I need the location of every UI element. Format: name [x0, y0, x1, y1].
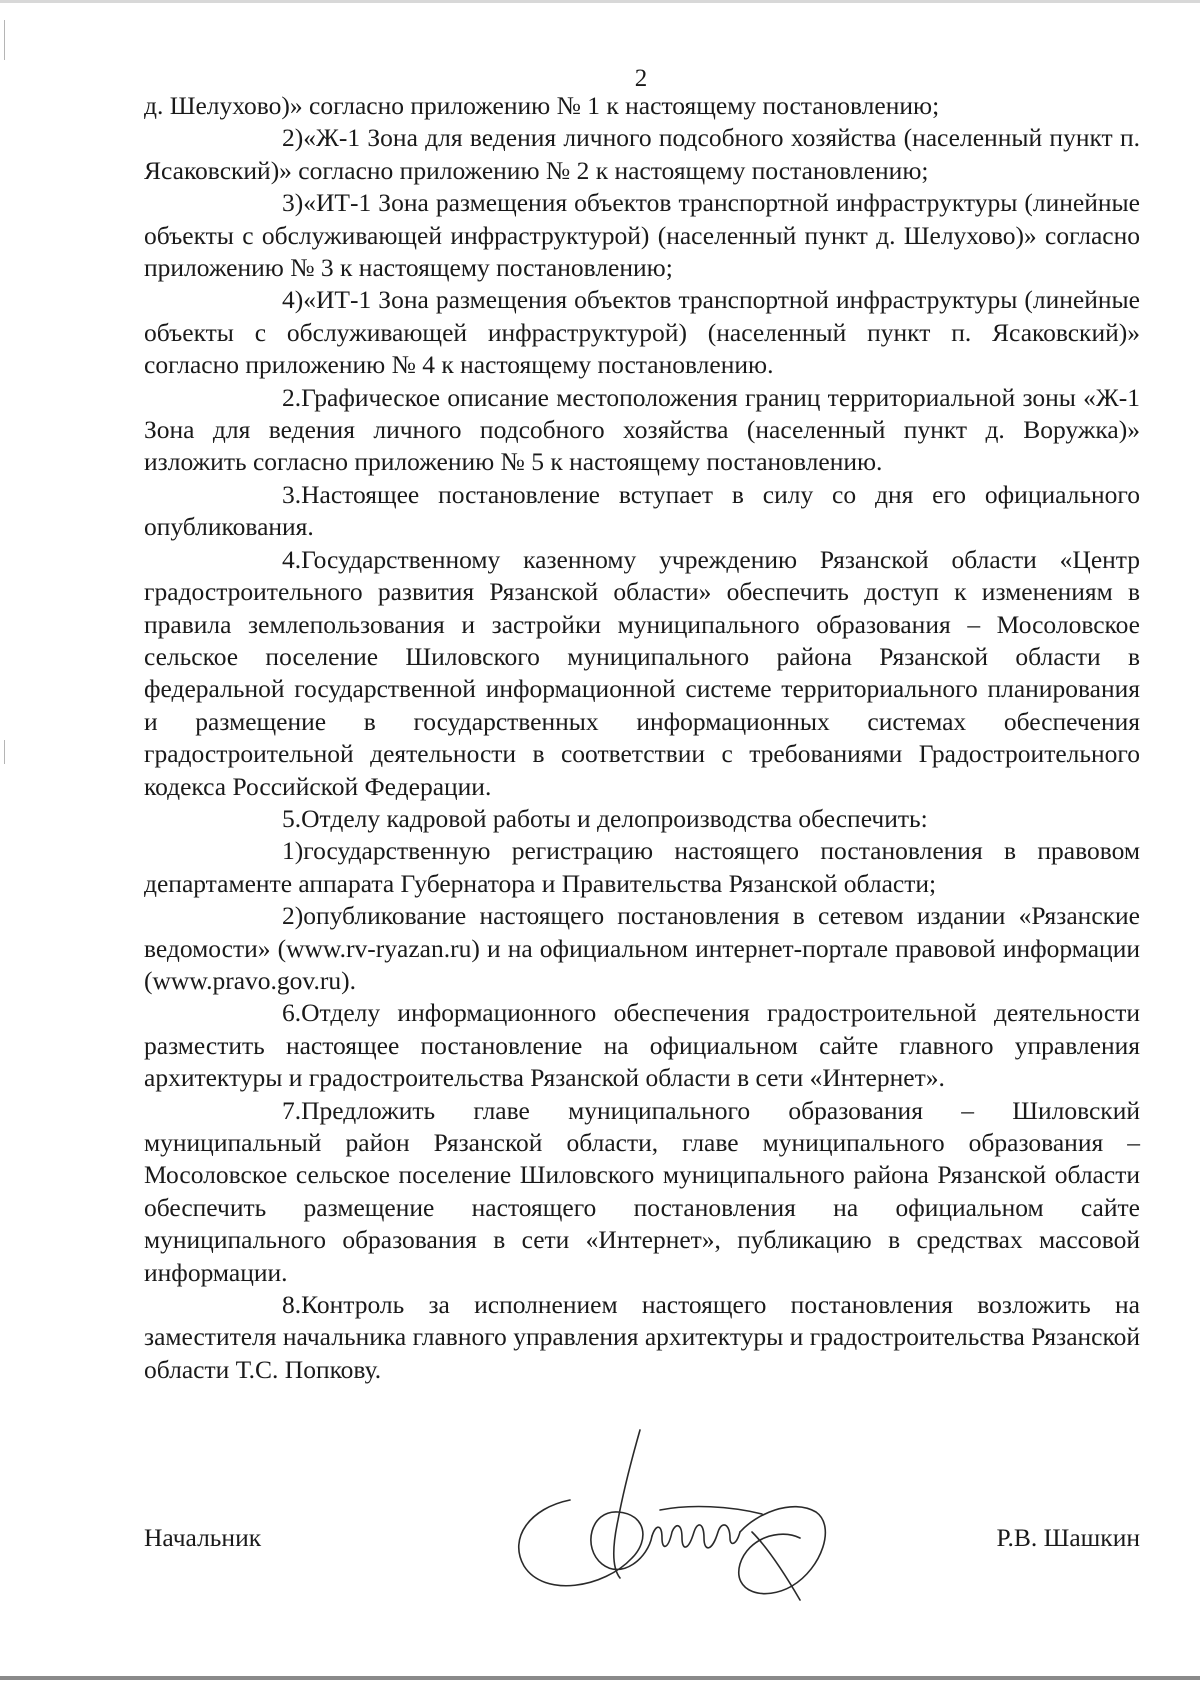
paragraph-number: 3. [282, 479, 302, 509]
paragraph-number: 2) [282, 901, 304, 931]
paragraph-text: д. Шелухово)» согласно приложению № 1 к настоящему постановлению; [144, 91, 940, 120]
paragraph-text: Графическое описание местоположения границ территориальной зоны «Ж-1 Зона для ведения личного подсобного хозяйства (населенный пункт д. Воружка)» изложить согласно приложению № 5 к настоящему постановлению. [144, 382, 1140, 477]
paragraph [144, 900, 1140, 997]
scan-bottom-edge [0, 1676, 1200, 1680]
paragraph-text: Предложить главе муниципального образования – Шиловский муниципальный район Рязанской области, главе муниципального образования – Мосоловское сельское поселение Шиловского муниципального района Рязанской области обеспечить размещение настоящего постановления на официальном сайте муниципального образования в сети «Интернет», публикацию в средствах массовой информации. [144, 1095, 1140, 1287]
paragraph [144, 803, 1140, 835]
paragraph-text: «ИТ-1 Зона размещения объектов транспортной инфраструктуры (линейные объекты с обслуживающей инфраструктурой) (населенный пункт д. Шелухово)» согласно приложению № 3 к настоящему постановлению; [144, 188, 1140, 283]
scan-artifact-mark [4, 20, 5, 60]
paragraph-text: опубликование настоящего постановления в сетевом издании «Рязанские ведомости» (www.rv-ryazan.ru) и на официальном интернет-портале правовой информации (www.pravo.gov.ru). [144, 901, 1140, 995]
paragraph-text: Отделу кадровой работы и делопроизводства обеспечить: [301, 803, 928, 833]
paragraph-text: Настоящее постановление вступает в силу со дня его официального опубликования. [144, 479, 1140, 542]
paragraph-text: государственную регистрацию настоящего постановления в правовом департаменте аппарата Губернатора и Правительства Рязанской области; [144, 836, 1140, 898]
document-body [144, 90, 1140, 1386]
paragraph-text: «Ж-1 Зона для ведения личного подсобного хозяйства (населенный пункт п. Ясаковский)» согласно приложению № 2 к настоящему постановлению; [144, 123, 1140, 185]
paragraph [144, 382, 1140, 479]
paragraph-text: Контроль за исполнением настоящего постановления возложить на заместителя начальника главного управления архитектуры и градостроительства Рязанской области Т.С. Попкову. [144, 1290, 1140, 1384]
paragraph [144, 835, 1140, 900]
paragraph [144, 544, 1140, 803]
page-number: 2 [634, 65, 648, 92]
paragraph-text: «ИТ-1 Зона размещения объектов транспортной инфраструктуры (линейные объекты с обслуживающей инфраструктурой) (населенный пункт п. Ясаковский)» согласно приложению № 4 к настоящему постановлению. [144, 285, 1140, 380]
paragraph-number: 7. [282, 1095, 302, 1125]
paragraph [144, 1289, 1140, 1386]
scan-top-edge [0, 0, 1200, 3]
paragraph [144, 479, 1140, 544]
paragraph [144, 122, 1140, 187]
paragraph-text: Государственному казенному учреждению Рязанской области «Центр градостроительного развития Рязанской области» обеспечить доступ к изменениям в правила землепользования и застройки муниципального образования – Мосоловское сельское поселение Шиловского муниципального района Рязанской области в федеральной государственной информационной системе территориального планирования и размещение в государственных информационных системах обеспечения градостроительной деятельности в соответствии с требованиями Градостроительного кодекса Российской Федерации. [144, 544, 1140, 801]
handwritten-signature [500, 1428, 840, 1608]
paragraph-number: 8. [282, 1290, 302, 1320]
paragraph [144, 90, 1140, 122]
paragraph-number: 5. [282, 803, 302, 833]
paragraph [144, 284, 1140, 381]
signer-name: Р.В. Шашкин [996, 1523, 1140, 1552]
paragraph-text: Отделу информационного обеспечения градостроительной деятельности разместить настоящее постановление на официальном сайте главного управления архитектуры и градостроительства Рязанской области в сети «Интернет». [144, 998, 1140, 1093]
paragraph [144, 997, 1140, 1094]
paragraph-number: 1) [282, 836, 304, 866]
paragraph-number: 4) [282, 285, 304, 315]
paragraph-number: 2) [282, 123, 304, 153]
paragraph [144, 187, 1140, 284]
paragraph-number: 2. [282, 382, 302, 412]
paragraph-number: 3) [282, 188, 304, 218]
signer-title: Начальник [144, 1523, 262, 1552]
scan-artifact-mark [4, 740, 5, 764]
paragraph-number: 4. [282, 544, 302, 574]
paragraph [144, 1095, 1140, 1289]
paragraph-number: 6. [282, 998, 302, 1028]
